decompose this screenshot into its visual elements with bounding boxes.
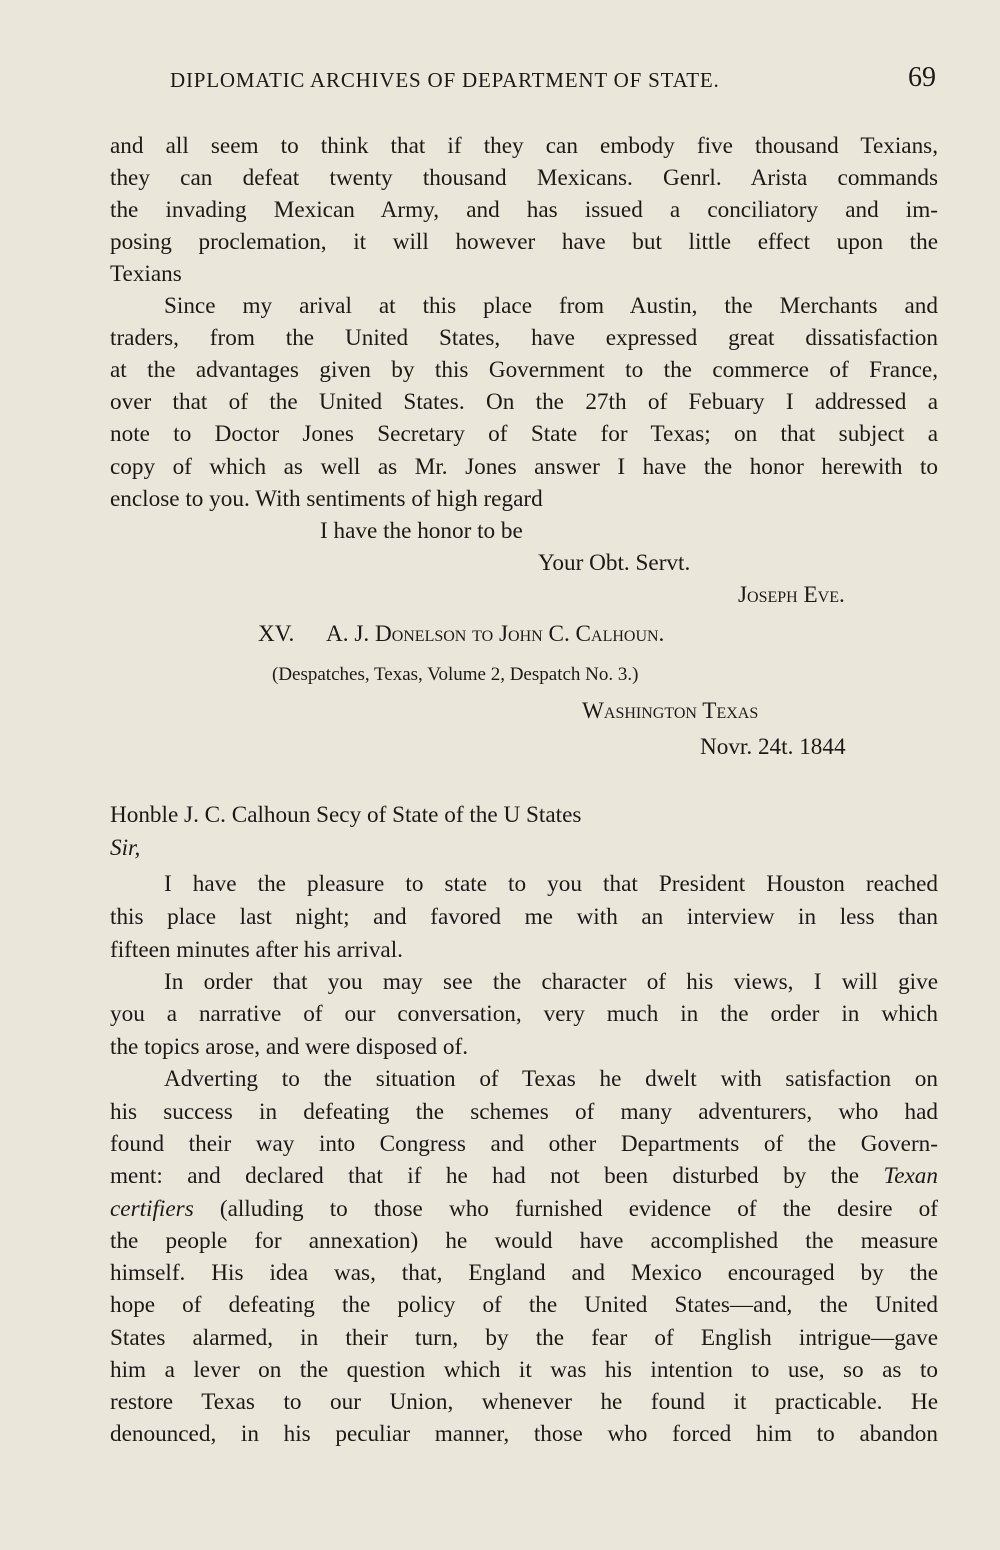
running-head bbox=[0, 62, 1000, 96]
text-line: Since my arival at this place from Austin, the Merchants and bbox=[164, 293, 938, 319]
text-line: copy of which as well as Mr. Jones answer I have the honor herewith to bbox=[110, 454, 938, 480]
salutation: Sir, bbox=[110, 835, 141, 861]
text-line: Adverting to the situation of Texas he dwelt with satisfaction on bbox=[164, 1066, 938, 1092]
text-line: restore Texas to our Union, whenever he found it practicable. He bbox=[110, 1389, 938, 1415]
text-line: him a lever on the question which it was his intention to use, so as to bbox=[110, 1357, 938, 1383]
text-line: you a narrative of our conversation, very much in the order in which bbox=[110, 1001, 938, 1027]
dateline-place: Washington Texas bbox=[582, 698, 759, 724]
text-line: States alarmed, in their turn, by the fear of English intrigue—gave bbox=[110, 1325, 938, 1351]
text-line: I have the pleasure to state to you that President Houston reached bbox=[164, 871, 938, 897]
italic-text: Texan bbox=[883, 1163, 938, 1189]
text-line: note to Doctor Jones Secretary of State for Texas; on that subject a bbox=[110, 421, 938, 447]
text-line: at the advantages given by this Government to the commerce of France, bbox=[110, 357, 938, 383]
document-number: XV. bbox=[258, 621, 295, 647]
closing-line: Your Obt. Servt. bbox=[538, 550, 691, 576]
text-line: fifteen minutes after his arrival. bbox=[110, 937, 403, 963]
text-line: posing proclemation, it will however have but little effect upon the bbox=[110, 229, 938, 255]
dateline-date: Novr. 24t. 1844 bbox=[700, 734, 846, 760]
text-line: the invading Mexican Army, and has issued a conciliatory and im- bbox=[110, 197, 938, 223]
text-line bbox=[110, 1193, 938, 1225]
signature: Joseph Eve. bbox=[738, 582, 845, 608]
text-line: denounced, in his peculiar manner, those who forced him to abandon bbox=[110, 1421, 938, 1447]
text-line: Texians bbox=[110, 261, 182, 287]
text-line: In order that you may see the character of his views, I will give bbox=[164, 969, 938, 995]
running-title: DIPLOMATIC ARCHIVES OF DEPARTMENT OF STATE. bbox=[170, 68, 720, 92]
text-line: the topics arose, and were disposed of. bbox=[110, 1034, 469, 1060]
text-line: himself. His idea was, that, England and Mexico encouraged by the bbox=[110, 1260, 938, 1286]
document-title: A. J. Donelson to John C. Calhoun. bbox=[326, 621, 665, 647]
page-number: 69 bbox=[908, 62, 936, 93]
text-line: they can defeat twenty thousand Mexicans. Genrl. Arista commands bbox=[110, 165, 938, 191]
text-line: found their way into Congress and other Departments of the Govern- bbox=[110, 1131, 938, 1157]
text-span: ment: and declared that if he had not been disturbed by the bbox=[110, 1163, 884, 1189]
italic-text: certifiers bbox=[110, 1196, 194, 1222]
closing-line: I have the honor to be bbox=[320, 518, 523, 544]
document-source: (Despatches, Texas, Volume 2, Despatch No. 3.) bbox=[272, 664, 639, 685]
text-line: his success in defeating the schemes of many adventurers, who had bbox=[110, 1099, 938, 1125]
text-line: and all seem to think that if they can embody five thousand Texians, bbox=[110, 133, 938, 159]
text-line: this place last night; and favored me with an interview in less than bbox=[110, 904, 938, 930]
text-span: (alluding to those who furnished evidence of the desire of bbox=[193, 1196, 938, 1222]
text-line bbox=[110, 1160, 938, 1192]
address-line: Honble J. C. Calhoun Secy of State of the U States bbox=[110, 802, 582, 828]
text-line: enclose to you. With sentiments of high regard bbox=[110, 486, 543, 512]
text-line: hope of defeating the policy of the United States—and, the United bbox=[110, 1292, 938, 1318]
text-line: over that of the United States. On the 27th of Febuary I addressed a bbox=[110, 389, 938, 415]
text-line: the people for annexation) he would have accomplished the measure bbox=[110, 1228, 938, 1254]
text-line: traders, from the United States, have expressed great dissatisfaction bbox=[110, 325, 938, 351]
